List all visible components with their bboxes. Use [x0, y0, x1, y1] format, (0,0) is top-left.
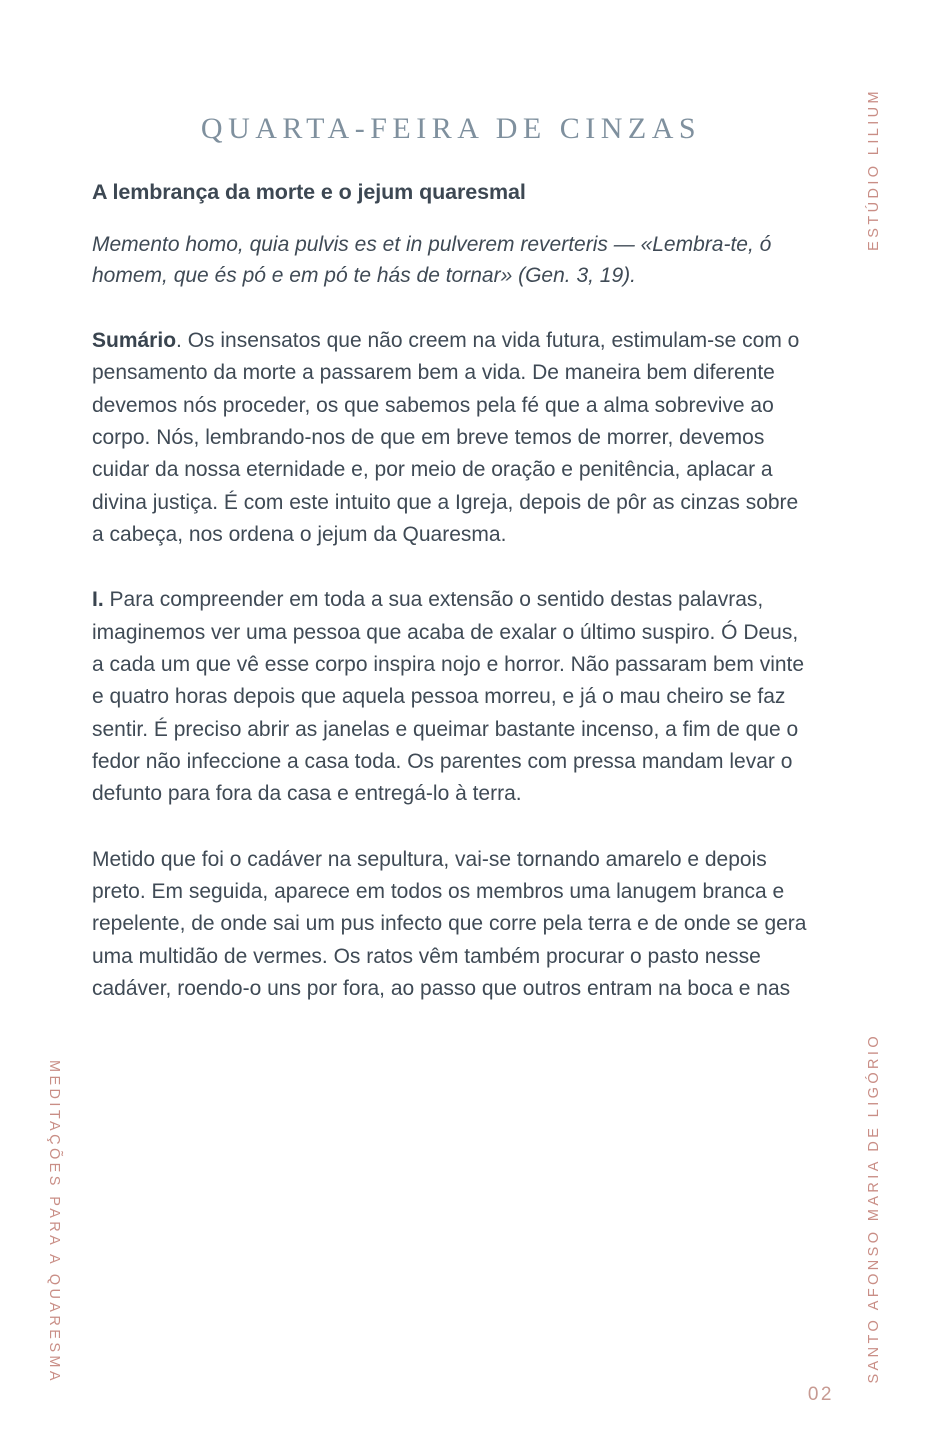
paragraph-summary — [92, 325, 810, 551]
side-label-series: MEDITAÇÕES PARA A QUARESMA — [46, 1060, 62, 1384]
page-content — [92, 112, 810, 1005]
paragraph-text: Para compreender em toda a sua extensão o sentido destas palavras, imaginemos ver uma pessoa que acaba de exalar o último suspiro. Ó Deus, a cada um que vê esse corpo inspira nojo e horror. Não passaram bem vinte e quatro horas depois que aquela pessoa morreu, e já o mau cheiro se faz sentir. É preciso abrir as janelas e queimar bastante incenso, a fim de que o fedor não infeccione a casa toda. Os parentes com pressa mandam levar o defunto para fora da casa e entregá-lo à terra. — [92, 588, 805, 806]
scripture-quote: Memento homo, quia pulvis es et in pulverem reverteris — «Lembra-te, ó homem, que és pó e em pó te hás de tornar» (Gen. 3, 19). — [92, 233, 772, 288]
paragraph-lead: I. — [92, 588, 104, 612]
paragraph-lead: Sumário — [92, 329, 177, 353]
page-title: QUARTA-FEIRA DE CINZAS — [200, 112, 702, 145]
side-label-publisher: ESTÚDIO LILIUM — [866, 88, 882, 251]
section-subtitle: A lembrança da morte e o jejum quaresmal — [92, 180, 526, 204]
paragraph-text: . Os insensatos que não creem na vida futura, estimulam-se com o pensamento da morte a passarem bem a vida. De maneira bem diferente devemos nós proceder, os que sabemos pela fé que a alma sobrevive ao corpo. Nós, lembrando-nos de que em breve temos de morrer, devemos cuidar da nossa eternidade e, por meio de oração e penitência, aplacar a divina justiça. É com este intuito que a Igreja, depois de pôr as cinzas sobre a cabeça, nos ordena o jejum da Quaresma. — [92, 329, 800, 547]
page-number: 02 — [807, 1384, 834, 1405]
paragraph-two — [92, 844, 810, 1006]
paragraph-text: Metido que foi o cadáver na sepultura, vai-se tornando amarelo e depois preto. Em seguida, aparece em todos os membros uma lanugem branca e repelente, de onde sai um pus infecto que corre pela terra e de onde se gera uma multidão de vermes. Os ratos vêm também procurar o pasto nesse cadáver, roendo-o uns por fora, ao passo que outros entram na boca e nas — [92, 847, 807, 1001]
side-label-author: SANTO AFONSO MARIA DE LIGÓRIO — [866, 1033, 882, 1384]
paragraph-one — [92, 584, 810, 810]
